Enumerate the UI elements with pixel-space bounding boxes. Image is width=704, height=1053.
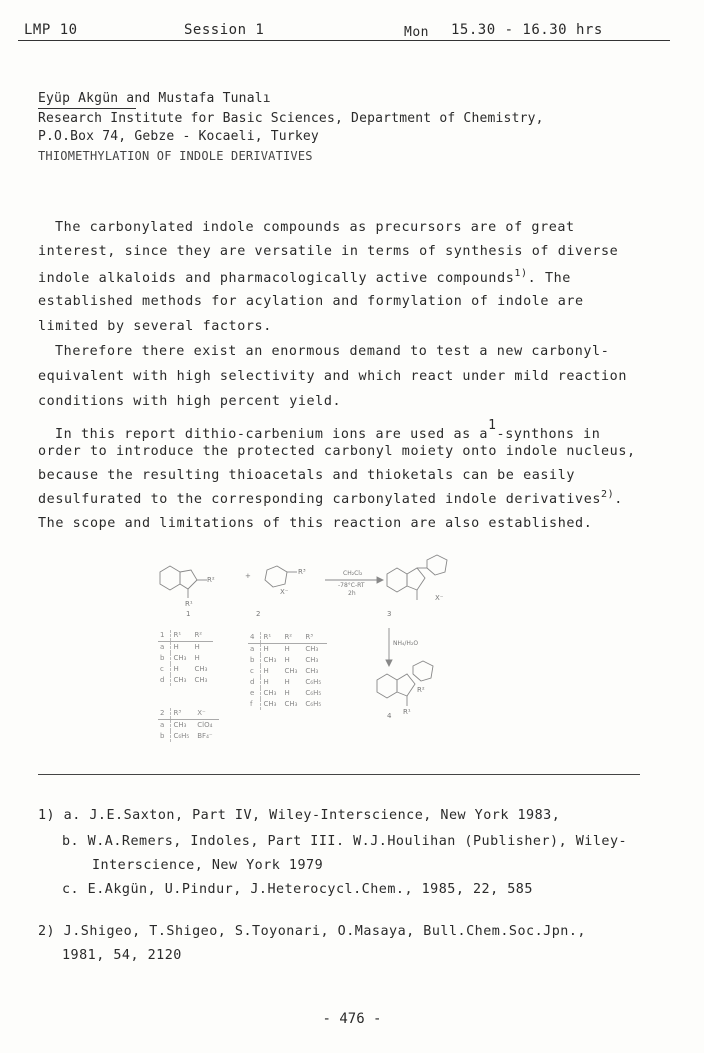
table-cell: H xyxy=(173,643,179,651)
plus-sign: + xyxy=(245,572,251,580)
indole-benzene-ring-1 xyxy=(160,566,180,590)
body-p2-line-3: conditions with high percent yield. xyxy=(38,394,342,409)
r1-label-4: R¹ xyxy=(403,708,411,716)
table-cell: CH₃ xyxy=(194,665,208,673)
table-cell: b xyxy=(158,653,171,664)
table-row xyxy=(248,666,327,677)
table-row xyxy=(158,720,219,732)
condition-temperature: -78°C-RT xyxy=(338,582,365,589)
table-cell: H xyxy=(284,678,290,686)
table-row xyxy=(158,731,219,742)
table-cell: BF₄⁻ xyxy=(197,732,213,740)
author-underline xyxy=(38,108,136,109)
indole-pyrrole-ring-1 xyxy=(180,570,197,589)
compound-3-label: 3 xyxy=(387,610,392,618)
table-cell: CH₃ xyxy=(305,667,319,675)
reaction-arrow-2-head xyxy=(386,660,392,666)
table-cell: C₆H₅ xyxy=(305,689,322,697)
indole-pyrrole-ring-3 xyxy=(407,568,425,590)
body-p3-line-4 xyxy=(38,489,623,507)
table-2-header-cell: R³ xyxy=(171,708,195,720)
body-p3-line-5: The scope and limitations of this reaction are also established. xyxy=(38,516,593,531)
table-cell: CH₃ xyxy=(194,676,208,684)
table-1-header-cell: 1 xyxy=(158,630,171,642)
body-p3-line-1-text: In this report dithio-carbenium ions are used as a xyxy=(55,427,489,442)
table-cell: e xyxy=(248,688,261,699)
dithiane-ring-2 xyxy=(265,566,287,587)
table-cell: CH₃ xyxy=(173,654,187,662)
table-3-header-cell: R¹ xyxy=(261,632,282,644)
r2-label-4: R² xyxy=(417,686,425,694)
reference-1c: c. E.Akgün, U.Pindur, J.Heterocycl.Chem., 1985, 22, 585 xyxy=(62,882,533,897)
body-p3-line-1 xyxy=(55,418,600,442)
body-p2-line-1: Therefore there exist an enormous demand to test a new carbonyl- xyxy=(55,344,610,359)
body-p3-line-4-text: desulfurated to the corresponding carbonylated indole derivatives xyxy=(38,492,602,507)
reference-1b-line-2: Interscience, New York 1979 xyxy=(92,858,324,873)
body-p1-line-1: The carbonylated indole compounds as precursors are of great xyxy=(55,220,575,235)
table-cell: d xyxy=(248,677,261,688)
table-row xyxy=(248,699,327,710)
superscript-1: 1 xyxy=(488,418,497,433)
dithiane-ring-4 xyxy=(413,661,433,681)
table-3-header-cell: 4 xyxy=(248,632,261,644)
table-cell: H xyxy=(284,656,290,664)
counterion-label-3: X⁻ xyxy=(435,594,444,602)
indole-benzene-ring-3 xyxy=(387,568,407,592)
body-p2-line-2: equivalent with high selectivity and which react under mild reaction xyxy=(38,369,628,384)
table-cell: C₆H₅ xyxy=(173,732,190,740)
body-p1-line-3-text: indole alkaloids and pharmacologically active compounds xyxy=(38,271,515,286)
citation-1: 1) xyxy=(514,268,528,279)
table-row xyxy=(248,644,327,656)
table-3-header-cell: R³ xyxy=(303,632,327,644)
table-cell: CH₃ xyxy=(284,667,298,675)
table-2-header-cell: X⁻ xyxy=(195,708,218,720)
table-cell: CH₃ xyxy=(173,676,187,684)
table-1-header xyxy=(158,630,213,642)
table-3-header xyxy=(248,632,327,644)
body-p3-line-4-end: . xyxy=(614,492,623,507)
authors xyxy=(38,91,271,106)
table-cell: CH₃ xyxy=(173,721,187,729)
body-p1-line-4: established methods for acylation and formylation of indole are xyxy=(38,294,584,309)
r1-label-1: R¹ xyxy=(185,600,193,608)
reference-2-line-1: 2) J.Shigeo, T.Shigeo, S.Toyonari, O.Masaya, Bull.Chem.Soc.Jpn., xyxy=(38,924,586,939)
table-row xyxy=(248,688,327,699)
table-cell: H xyxy=(173,665,179,673)
reaction-arrow-1-head xyxy=(377,577,383,583)
affiliation-line-1: Research Institute for Basic Sciences, Department of Chemistry, xyxy=(38,111,544,126)
reference-1a: 1) a. J.E.Saxton, Part IV, Wiley-Interscience, New York 1983, xyxy=(38,808,561,823)
session-day: Mon xyxy=(404,25,429,40)
table-cell: CH₃ xyxy=(305,656,319,664)
table-cell: c xyxy=(158,664,171,675)
compound-1-label: 1 xyxy=(186,610,191,618)
product-table-4 xyxy=(248,632,327,710)
table-cell: f xyxy=(248,699,261,710)
indole-benzene-ring-4 xyxy=(377,674,397,698)
page-number: - 476 - xyxy=(322,1011,382,1027)
table-row xyxy=(158,664,213,675)
table-cell: H xyxy=(263,667,269,675)
table-cell: CH₃ xyxy=(263,656,277,664)
table-cell: H xyxy=(284,645,290,653)
substituent-table-2 xyxy=(158,708,219,742)
condition-solvent: CH₂Cl₂ xyxy=(343,570,363,577)
counterion-label-2: X⁻ xyxy=(280,588,289,596)
body-p1-line-3-end: . The xyxy=(527,271,571,286)
table-cell: CH₃ xyxy=(305,645,319,653)
session-name: Session 1 xyxy=(184,22,265,38)
table-row xyxy=(248,677,327,688)
table-2-header-cell: 2 xyxy=(158,708,171,720)
table-cell: C₆H₅ xyxy=(305,678,322,686)
table-cell: CH₃ xyxy=(263,689,277,697)
body-p1-line-2: interest, since they are versatile in terms of synthesis of diverse xyxy=(38,244,619,259)
hydrolysis-condition: NH₄/H₂O xyxy=(393,640,419,647)
table-row xyxy=(158,653,213,664)
indole-pyrrole-ring-4 xyxy=(397,674,415,696)
table-cell: ClO₄ xyxy=(197,721,213,729)
authors-text: Eyüp Akgün and Mustafa Tunalı xyxy=(38,91,271,106)
table-1-header-cell: R¹ xyxy=(171,630,192,642)
body-p3-line-2: order to introduce the protected carbonyl moiety onto indole nucleus, xyxy=(38,444,636,459)
table-cell: b xyxy=(248,655,261,666)
table-3-header-cell: R² xyxy=(282,632,303,644)
table-row xyxy=(248,655,327,666)
body-p3-line-3: because the resulting thioacetals and thioketals can be easily xyxy=(38,468,576,483)
compound-2-label: 2 xyxy=(256,610,261,618)
session-header xyxy=(18,22,670,41)
reference-1b-line-1: b. W.A.Remers, Indoles, Part III. W.J.Houlihan (Publisher), Wiley- xyxy=(62,834,628,849)
session-code: LMP 10 xyxy=(24,22,78,38)
r3-label-2: R³ xyxy=(298,568,306,576)
table-cell: d xyxy=(158,675,171,686)
table-row xyxy=(158,642,213,654)
footnote-separator xyxy=(38,774,640,775)
table-2-header xyxy=(158,708,219,720)
table-cell: b xyxy=(158,731,171,742)
table-cell: H xyxy=(284,689,290,697)
paper-title: THIOMETHYLATION OF INDOLE DERIVATIVES xyxy=(38,149,313,163)
table-cell: a xyxy=(158,720,171,732)
citation-2: 2) xyxy=(601,489,615,500)
compound-4-label: 4 xyxy=(387,712,392,720)
table-1-header-cell: R² xyxy=(192,630,213,642)
table-cell: C₆H₅ xyxy=(305,700,322,708)
table-row xyxy=(158,675,213,686)
body-p3-line-1-end: -synthons in xyxy=(496,427,601,442)
affiliation-line-2: P.O.Box 74, Gebze - Kocaeli, Turkey xyxy=(38,129,319,144)
table-cell: CH₃ xyxy=(284,700,298,708)
body-p1-line-3 xyxy=(38,268,571,286)
table-cell: a xyxy=(158,642,171,654)
table-cell: H xyxy=(263,678,269,686)
dithiane-ring-3 xyxy=(427,555,447,575)
table-cell: c xyxy=(248,666,261,677)
substituent-table-1 xyxy=(158,630,213,686)
table-cell: a xyxy=(248,644,261,656)
reference-2-line-2: 1981, 54, 2120 xyxy=(62,948,182,963)
table-cell: H xyxy=(194,643,200,651)
session-time: 15.30 - 16.30 hrs xyxy=(451,22,603,38)
r2-label-1: R² xyxy=(207,576,215,584)
table-cell: H xyxy=(263,645,269,653)
condition-time: 2h xyxy=(348,590,356,597)
body-p1-line-5: limited by several factors. xyxy=(38,319,272,334)
table-cell: H xyxy=(194,654,200,662)
table-cell: CH₃ xyxy=(263,700,277,708)
